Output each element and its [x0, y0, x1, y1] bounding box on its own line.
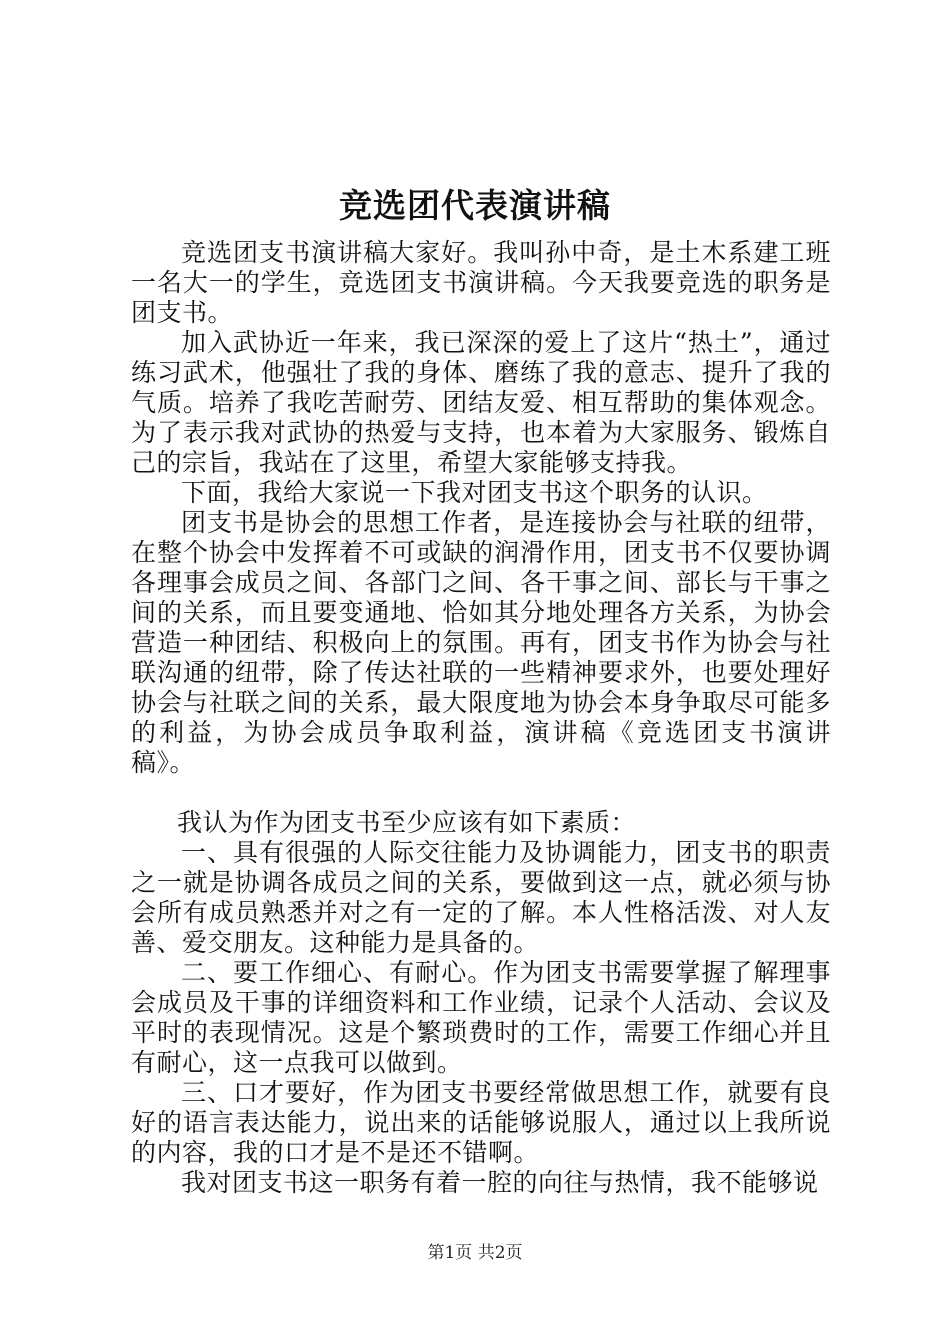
paragraph-quality-one: 一、具有很强的人际交往能力及协调能力，团支书的职责之一就是协调各成员之间的关系，要做到这一点，就必须与协会所有成员熟悉并对之有一定的了解。本人性格活泼、对人友善、爱交朋友。这种能力是具备的。	[131, 838, 831, 957]
paragraph-closing: 我对团支书这一职务有着一腔的向往与热情，我不能够说	[181, 1168, 819, 1197]
paragraph-role: 团支书是协会的思想工作者，是连接协会与社联的纽带，在整个协会中发挥着不可或缺的润滑作用，团支书不仅要协调各理事会成员之间、各部门之间、各干事之间、部长与干事之间的关系，而且要变通地、恰如其分地处理各方关系，为协会营造一种团结、积极向上的氛围。再有，团支书作为协会与社联沟通的纽带，除了传达社联的一些精神要求外，也要处理好协会与社联之间的关系，最大限度地为协会本身争取尽可能多的利益，为协会成员争取利益，演讲稿《竞选团支书演讲稿》。	[131, 508, 831, 777]
page-footer: 第1页 共2页	[427, 1243, 523, 1263]
paragraph-qualities-intro: 我认为作为团支书至少应该有如下素质：	[177, 808, 637, 837]
paragraph-understanding: 下面，我给大家说一下我对团支书这个职务的认识。	[181, 478, 768, 507]
paragraph-wuxie: 加入武协近一年来，我已深深的爱上了这片“热土”，通过练习武术，他强壮了我的身体、磨练了我的意志、提升了我的气质。培养了我吃苦耐劳、团结友爱、相互帮助的集体观念。为了表示我对武协的热爱与支持，也本着为大家服务、锻炼自己的宗旨，我站在了这里，希望大家能够支持我。	[131, 328, 831, 477]
document-body	[131, 238, 831, 1198]
document-title: 竞选团代表演讲稿	[339, 186, 611, 225]
paragraph-quality-three: 三、口才要好，作为团支书要经常做思想工作，就要有良好的语言表达能力，说出来的话能够说服人，通过以上我所说的内容，我的口才是不是还不错啊。	[131, 1078, 831, 1167]
paragraph-quality-two: 二、要工作细心、有耐心。作为团支书需要掌握了解理事会成员及干事的详细资料和工作业绩，记录个人活动、会议及平时的表现情况。这是个繁琐费时的工作，需要工作细心并且有耐心，这一点我可以做到。	[131, 958, 831, 1077]
paragraph-intro: 竞选团支书演讲稿大家好。我叫孙中奇，是土木系建工班一名大一的学生，竞选团支书演讲稿。今天我要竞选的职务是团支书。	[131, 238, 831, 327]
